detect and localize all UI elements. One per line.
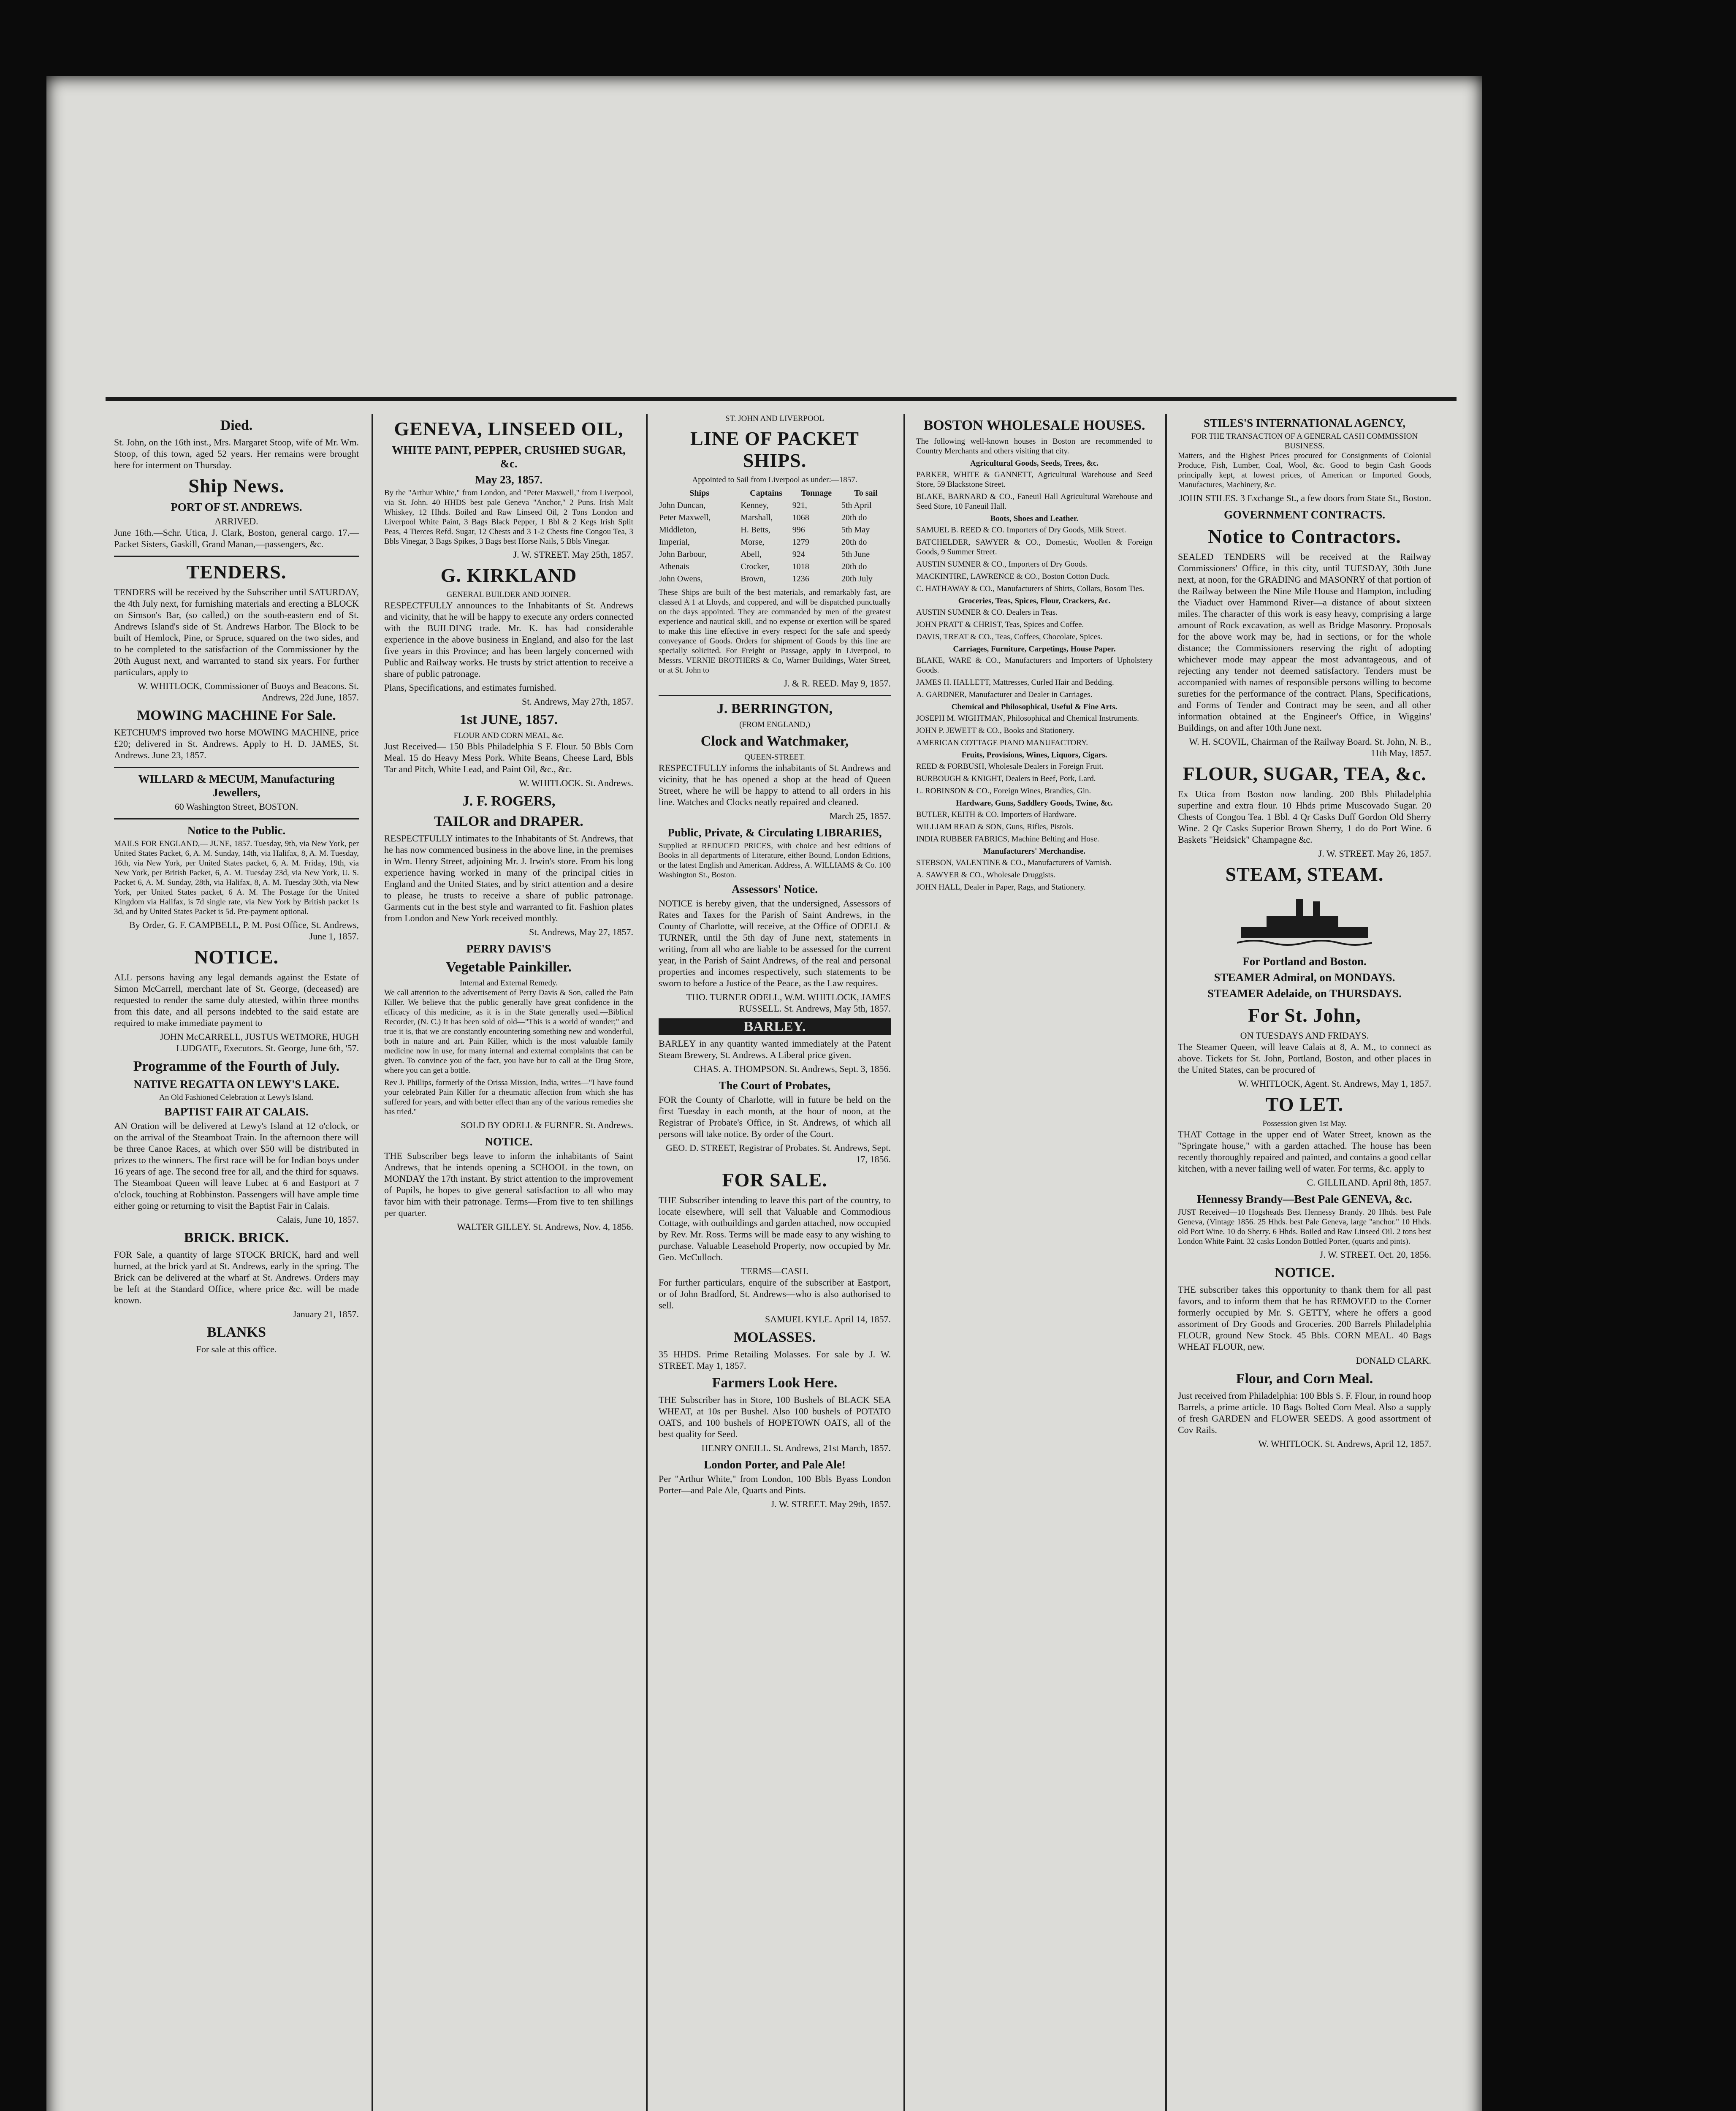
ship-cell: 20th do: [841, 562, 867, 571]
stiles-subheading: FOR THE TRANSACTION OF A GENERAL CASH COMMISSION BUSINESS.: [1191, 432, 1418, 450]
geneva-subheading: WHITE PAINT, PEPPER, CRUSHED SUGAR, &c.: [392, 444, 626, 470]
boston-listing: A. SAWYER & CO., Wholesale Druggists.: [916, 871, 1056, 879]
boston-listing: AMERICAN COTTAGE PIANO MANUFACTORY.: [916, 738, 1088, 747]
mowing-text: KETCHUM'S improved two horse MOWING MACHINE, price £20; delivered in St. Andrews. Apply to H. D. JAMES, St. Andrews. June 23, 1857.: [114, 727, 359, 760]
boston-section-heading: Manufacturers' Merchandise.: [983, 847, 1086, 856]
st-john-text: The Steamer Queen, will leave Calais at 8, A. M., to connect as above. Tickets for St. John, Portland, Boston, and other places in the United States, can be procured of: [1178, 1042, 1431, 1075]
ship-cell: Imperial,: [659, 537, 690, 547]
ship-cell: John Duncan,: [659, 501, 705, 510]
probates-signature: GEO. D. STREET, Registrar of Probates. St. Andrews, Sept. 17, 1856.: [665, 1142, 891, 1164]
boston-directory: [916, 459, 1153, 892]
table-row: [659, 548, 891, 561]
boston-listing: BLAKE, BARNARD & CO., Faneuil Hall Agricultural Warehouse and Seed Store, 10 Faneuil Hall.: [916, 492, 1153, 511]
contractors-heading: Notice to Contractors.: [1208, 526, 1401, 547]
for-sale-heading: FOR SALE.: [722, 1169, 827, 1191]
line-toptitle: ST. JOHN AND LIVERPOOL: [725, 414, 824, 423]
boston-listing: INDIA RUBBER FABRICS, Machine Belting and Hose.: [916, 835, 1099, 844]
divider: [114, 556, 359, 557]
ship-news-heading: Ship News.: [188, 475, 285, 497]
for-sale-text: THE Subscriber intending to leave this part of the country, to locate elsewhere, will sell that Valuable and Commodious Cottage, with outbuildings and garden attached, now occupied by Rev. Mr. Ross. Terms will be made easy to any wishing to purchase. Valuable Leasehold Property, now occupied by Mr. Geo. McCulloch.: [659, 1195, 891, 1262]
ship-cell: Brown,: [741, 574, 766, 583]
ship-cell: 1236: [792, 574, 809, 583]
contractors-signature: W. H. SCOVIL, Chairman of the Railway Board. St. John, N. B., 11th May, 1857.: [1189, 736, 1431, 758]
column-3: [650, 414, 899, 2111]
boston-section-heading: Groceries, Teas, Spices, Flour, Crackers, &c.: [958, 597, 1111, 605]
queen-street: QUEEN-STREET.: [744, 753, 805, 762]
boston-listing: JOSEPH M. WIGHTMAN, Philosophical and Chemical Instruments.: [916, 714, 1139, 723]
stiles-text: Matters, and the Highest Prices procured for Consignments of Colonial Produce, Fish, Lumber, Coal, Wool, &c. Good to begin Cash Goods principally kept, at lowest prices, of American or Imported Goods, Manufactures, Machinery, &c.: [1178, 451, 1431, 489]
boston-section-heading: Chemical and Philosophical, Useful & Fine Arts.: [951, 703, 1118, 711]
ship-cell: 20th do: [841, 537, 867, 547]
boston-section-heading: Boots, Shoes and Leather.: [990, 514, 1079, 523]
brick-signature: January 21, 1857.: [293, 1309, 359, 1319]
ship-cell: 1279: [792, 537, 809, 547]
painkiller-heading: Vegetable Painkiller.: [446, 959, 572, 975]
st-john-subheading: ON TUESDAYS AND FRIDAYS.: [1240, 1030, 1369, 1041]
boston-intro: The following well-known houses in Boston are recommended to Country Merchants and others visiting that city.: [916, 437, 1153, 456]
arrivals-text: June 16th.—Schr. Utica, J. Clark, Boston, general cargo. 17.—Packet Sisters, Gaskill, Grand Manan,—passengers, &c.: [114, 527, 359, 549]
mowing-heading: MOWING MACHINE For Sale.: [137, 708, 336, 723]
ship-cell: 5th May: [841, 525, 870, 535]
table-row: [659, 573, 891, 585]
blanks-text: For sale at this office.: [196, 1344, 277, 1354]
st-john-heading: For St. John,: [1248, 1004, 1361, 1026]
school-notice-heading: NOTICE.: [485, 1135, 533, 1148]
notice-signature: JOHN McCARRELL, JUSTUS WETMORE, HUGH LUDGATE, Executors. St. George, June 6th, '57.: [160, 1031, 359, 1053]
tenders-signature: W. WHITLOCK, Commissioner of Buoys and Beacons. St. Andrews, 22d June, 1857.: [138, 681, 359, 703]
programme-text: AN Oration will be delivered at Lewy's Island at 12 o'clock, or on the arrival of the Steamboat Train. In the afternoon there will be three Canoe Races, at which over $50 will be distributed in prizes to the winners. The first race will be for Indian boys under 16 years of age. The second free for all, and the third for squaws. The Steamboat Queen will leave Lubec at 6 and Eastport at 7 o'clock, touching at Robbinston. Passengers will have ample time either going or returning to visit the Baptist Fair in Calais.: [114, 1121, 359, 1211]
ships-col-header: Ships: [689, 488, 709, 498]
public-notice-signature: By Order, G. F. CAMPBELL, P. M. Post Office, St. Andrews, June 1, 1857.: [129, 920, 359, 942]
column-rule: [903, 414, 905, 2111]
berrington-signature: March 25, 1857.: [829, 811, 891, 821]
ship-cell: 924: [792, 550, 805, 559]
clock-heading: Clock and Watchmaker,: [700, 733, 849, 749]
rogers-text: RESPECTFULLY intimates to the Inhabitants of St. Andrews, that he has now commenced business in the above line, in the premises in Wm. Henry Street, adjoining Mr. J. Irwin's store. From his long experience having worked in many of the principal cities in England and the United States, and by strict attention and a desire to please, he trusts to receive a share of public patronage. Garments cut in the best style and warranted to fit. Fashion plates from London and New York received monthly.: [384, 833, 633, 923]
table-row: [659, 524, 891, 536]
to-let-subheading: Possession given 1st May.: [1262, 1119, 1347, 1128]
june-text: Just Received— 150 Bbls Philadelphia S F. Flour. 50 Bbls Corn Meal. 15 do Heavy Mess Pork. White Beans, Cheese Lard, Bbls Tar and Pitch, White Lead, and Paint Oil, &c., &c.: [384, 741, 633, 774]
rogers-subheading: TAILOR and DRAPER.: [434, 814, 583, 829]
divider: [114, 767, 359, 768]
column-4: [908, 414, 1161, 2111]
clark-notice-text: THE subscriber takes this opportunity to thank them for all past favors, and to inform them that he has REMOVED to the Corner formerly occupied by Mr. S. GETTY, where he offers a good assortment of Dry Goods and Groceries. 200 Barrels Philadelphia FLOUR, ground New Stock. 45 Bbls. CORN MEAL. 40 Bags WHEAT FLOUR, new.: [1178, 1284, 1431, 1352]
steam-heading: STEAM, STEAM.: [1225, 863, 1384, 885]
painkiller-subheading: Internal and External Remedy.: [460, 979, 558, 988]
kirkland-text: RESPECTFULLY announces to the Inhabitants of St. Andrews and vicinity, that he will be happy to execute any orders connected with the BUILDING trade. Mr. K. has had considerable experience in the above business in England, and also for the last five years in this Province; and has been largely concerned with Public and Railway works. He trusts by strict attention to receive a share of public patronage.: [384, 600, 633, 679]
tenders-heading: TENDERS.: [186, 561, 287, 583]
ship-cell: 20th do: [841, 513, 867, 522]
porter-text: Per "Arthur White," from London, 100 Bbls Byass London Porter—and Pale Ale, Quarts and Pints.: [659, 1473, 891, 1495]
flour-sugar-text: Ex Utica from Boston now landing. 200 Bbls Philadelphia superfine and extra flour. 10 Hhds prime Muscovado Sugar. 20 Chests of Congou Tea. 1 Bbl. 4 Qr Casks Duff Gordon Old Sherry Wine. 2 Qr Casks Superior Brown Sherry, 1 do do Port Wine. 6 Baskets "Heidsick" Champagne &c.: [1178, 789, 1431, 845]
column-rule: [646, 414, 648, 2111]
table-row: [659, 536, 891, 548]
painkiller-signature: SOLD BY ODELL & FURNER. St. Andrews.: [461, 1120, 633, 1130]
public-notice-heading: Notice to the Public.: [187, 824, 286, 837]
brick-text: FOR Sale, a quantity of large STOCK BRICK, hard and well burned, at the brick yard at St. Andrews, early in the spring. The Brick can be delivered at the wharf at St. Andrews. Orders may be left at the Standard Office, where price &c. will be made known.: [114, 1249, 359, 1305]
boston-listing: A. GARDNER, Manufacturer and Dealer in Carriages.: [916, 690, 1093, 699]
ship-cell: Peter Maxwell,: [659, 513, 711, 522]
barley-signature: CHAS. A. THOMPSON. St. Andrews, Sept. 3, 1856.: [693, 1064, 891, 1074]
column-5: [1169, 414, 1440, 2111]
boston-listing: MACKINTIRE, LAWRENCE & CO., Boston Cotton Duck.: [916, 572, 1110, 581]
probates-text: FOR the County of Charlotte, will in future be held on the first Tuesday in each month, at the hour of noon, at the Registrar of Probate's Office, in St. Andrews, of which all persons will take notice. By order of the Court.: [659, 1094, 891, 1139]
newspaper-page: [46, 76, 1482, 2111]
for-sale-signature: SAMUEL KYLE. April 14, 1857.: [765, 1314, 891, 1324]
ship-cell: Abell,: [741, 550, 762, 559]
tenders-text: TENDERS will be received by the Subscriber until SATURDAY, the 4th July next, for furnishing materials and erecting a BLOCK on Simson's Bar, (so called,) on the south-eastern end of St. Andrews Island's side of St. Andrews Harbor. The Block to be built of Hemlock, Pine, or Spruce, squared on the two sides, and to be completed to the satisfaction of the Commissioner by the 20th August next, and warranted to stand six years. For further particulars, apply to: [114, 587, 359, 677]
geneva-date: May 23, 1857.: [475, 473, 543, 486]
boston-listing: JOHN P. JEWETT & CO., Books and Stationery.: [916, 726, 1074, 735]
flour-sugar-signature: J. W. STREET. May 26, 1857.: [1318, 848, 1431, 859]
table-row: [659, 561, 891, 573]
barley-heading: BARLEY.: [659, 1018, 891, 1035]
berrington-heading: J. BERRINGTON,: [716, 701, 833, 716]
ship-cell: Middleton,: [659, 525, 697, 535]
ship-cell: 996: [792, 525, 805, 535]
port-heading: PORT OF ST. ANDREWS.: [171, 501, 302, 513]
boston-heading: BOSTON WHOLESALE HOUSES.: [923, 418, 1145, 433]
rogers-heading: J. F. ROGERS,: [462, 793, 556, 809]
hennessy-signature: J. W. STREET. Oct. 20, 1856.: [1319, 1249, 1431, 1260]
kirkland-plans: Plans, Specifications, and estimates furnished.: [384, 682, 556, 693]
ship-cell: 5th June: [841, 550, 870, 559]
boston-section-heading: Agricultural Goods, Seeds, Trees, &c.: [970, 459, 1099, 468]
ship-cell: Morse,: [741, 537, 765, 547]
porter-signature: J. W. STREET. May 29th, 1857.: [770, 1499, 891, 1509]
clark-notice-heading: NOTICE.: [1274, 1265, 1335, 1281]
ships-table: [659, 487, 891, 585]
boston-listing: STEBSON, VALENTINE & CO., Manufacturers of Varnish.: [916, 858, 1112, 867]
libraries-text: Supplied at REDUCED PRICES, with choice and best editions of Books in all departments of Literature, either Bound, London Editions, or the latest English and American. Address, A. WILLIAMS & Co. 100 Washington St., Boston.: [659, 841, 891, 879]
notice-heading: NOTICE.: [194, 946, 279, 968]
ships-col-header: Tonnage: [801, 488, 832, 498]
barley-text: BARLEY in any quantity wanted immediately at the Patent Steam Brewery, St. Andrews. A Liberal price given.: [659, 1038, 891, 1060]
died-text: St. John, on the 16th inst., Mrs. Margaret Stoop, wife of Mr. Wm. Stoop, of this town, aged 52 years. Her remains were brought here for interment on Thursday.: [114, 437, 359, 470]
ship-cell: Marshall,: [741, 513, 773, 522]
ship-cell: H. Betts,: [741, 525, 770, 535]
regatta-heading: NATIVE REGATTA ON LEWY'S LAKE.: [133, 1078, 339, 1091]
boston-listing: L. ROBINSON & CO., Foreign Wines, Brandies, Gin.: [916, 787, 1091, 795]
stiles-heading: STILES'S INTERNATIONAL AGENCY,: [1204, 417, 1405, 429]
for-sale-terms: TERMS—CASH.: [741, 1266, 808, 1276]
ships-col-header: To sail: [854, 488, 878, 498]
assessors-heading: Assessors' Notice.: [732, 883, 818, 895]
boston-listing: BATCHELDER, SAWYER & CO., Domestic, Woollen & Foreign Goods, 9 Summer Street.: [916, 538, 1153, 556]
table-row: [659, 499, 891, 512]
ship-cell: 921,: [792, 501, 807, 510]
boston-listing: JOHN HALL, Dealer in Paper, Rags, and Stationery.: [916, 883, 1086, 892]
boston-listing: BURBOUGH & KNIGHT, Dealers in Beef, Pork, Lard.: [916, 774, 1096, 783]
june-signature: W. WHITLOCK. St. Andrews.: [519, 778, 633, 788]
top-rule: [106, 397, 1457, 401]
clark-notice-signature: DONALD CLARK.: [1356, 1355, 1431, 1366]
boston-section-heading: Carriages, Furniture, Carpetings, House Paper.: [953, 645, 1116, 654]
berrington-text: RESPECTFULLY informs the inhabitants of St. Andrews and vicinity, that he has opened a shop at the head of Queen Street, where he will be happy to attend to all orders in his line. Watches and Clocks neatly repaired and cleaned.: [659, 762, 891, 807]
rogers-signature: St. Andrews, May 27, 1857.: [529, 927, 633, 937]
assessors-text: NOTICE is hereby given, that the undersigned, Assessors of Rates and Taxes for the Parish of Saint Andrews, in the County of Charlotte, will receive, at the Office of ODELL & TURNER, until the 5th day of June next, statements in writing, from all who are liable to be assessed for the current year, in the Parish of Saint Andrews, of the real and personal properties and incomes respectively, such statements to be sworn to before a Justice of the Peace, as the Law requires.: [659, 898, 891, 988]
column-2: [376, 414, 642, 2111]
arrived-label: ARRIVED.: [214, 516, 258, 526]
painkiller-text: We call attention to the advertisement of Perry Davis & Son, called the Pain Killer. We believe that the public generally have great confidence in the efficacy of this medicine, as it is in the State generally used.—Biblical Recorder, (N. C.) It has been sold of old—"This is a world of wonder;" and true it is, that we are constantly encountering something new and wonderful, both in nature and art. Pain Killer, which is the most valuable family medicine now in use, for many internal and external complaints that can be given. To convince you of the fact, you have but to call at the Drug Store, where you can get a bottle.: [384, 988, 633, 1075]
st-john-signature: W. WHITLOCK, Agent. St. Andrews, May 1, 1857.: [1238, 1078, 1431, 1089]
steamer-adelaide: STEAMER Adelaide, on THURSDAYS.: [1207, 987, 1402, 1000]
farmers-text: THE Subscriber has in Store, 100 Bushels of BLACK SEA WHEAT, at 10s per Bushel. Also 100 bushels of POTATO OATS, and 100 bushels of HOPETOWN OATS, all of the best quality for Seed.: [659, 1395, 891, 1439]
boston-section-heading: Hardware, Guns, Saddlery Goods, Twine, &c.: [956, 799, 1113, 808]
june-heading: 1st JUNE, 1857.: [459, 712, 558, 727]
notice-text: ALL persons having any legal demands against the Estate of Simon McCarrell, merchant late of St. George, (deceased) are requested to render the same duly attested, within three months from this date, and all persons indebted to the said estate are required to make immediate payment to: [114, 972, 359, 1028]
government-heading: GOVERNMENT CONTRACTS.: [1223, 508, 1386, 521]
boston-listing: REED & FORBUSH, Wholesale Dealers in Foreign Fruit.: [916, 762, 1104, 771]
boston-listing: JAMES H. HALLETT, Mattresses, Curled Hair and Bedding.: [916, 678, 1114, 687]
probates-heading: The Court of Probates,: [719, 1079, 831, 1092]
to-let-signature: C. GILLILAND. April 8th, 1857.: [1307, 1177, 1431, 1188]
column-rule: [372, 414, 373, 2111]
porter-heading: London Porter, and Pale Ale!: [704, 1458, 846, 1471]
packet-ships-subheading: Appointed to Sail from Liverpool as under:—1857.: [692, 475, 857, 484]
ship-cell: 1018: [792, 562, 809, 571]
boston-listing: BLAKE, WARE & CO., Manufacturers and Importers of Upholstery Goods.: [916, 656, 1153, 675]
painkiller-text-2: Rev J. Phillips, formerly of the Orissa Mission, India, writes—"I have found your celebrated Pain Killer for a rheumatic affection from which she has suffered for years, and with better effect than any of the various remedies she has tried.": [384, 1078, 633, 1116]
hennessy-text: JUST Received—10 Hogsheads Best Hennessy Brandy. 20 Hhds. best Pale Geneva, (Vintage 1856. 25 Hhds. best Pale Geneva, large "anchor." 10 Hhds. old Port Wine. 10 do Sherry. 6 Hhds. Boiled and Raw Linseed Oil. 2 tons best London White Paint. 32 casks London Bottled Porter, (quarts and pints).: [1178, 1208, 1431, 1246]
boston-listing: PARKER, WHITE & GANNETT, Agricultural Warehouse and Seed Store, 59 Blackstone Street.: [916, 470, 1153, 489]
farmers-heading: Farmers Look Here.: [712, 1375, 838, 1391]
programme-heading: Programme of the Fourth of July.: [133, 1058, 340, 1074]
ship-cell: Kenney,: [741, 501, 769, 510]
stiles-signature: JOHN STILES. 3 Exchange St., a few doors from State St., Boston.: [1179, 493, 1431, 503]
geneva-signature: J. W. STREET. May 25th, 1857.: [513, 549, 633, 560]
willard-heading: WILLARD & MECUM, Manufacturing Jewellers,: [138, 773, 335, 799]
packet-ships-text: These Ships are built of the best materials, and remarkably fast, are classed A 1 at Lloyds, and coppered, and will be dispatched punctually on the days appointed. They are commanded by men of the greatest experience and nautical skill, and no expense or exertion will be spared to make this line effective in every respect for the safe and speedy conveyance of Goods. Orders for shipment of Goods by this line are specially solicited. For Freight or Passage, apply in Liverpool, to Messrs. VERNIE BROTHERS & Co, Warner Buildings, Water Street, or at St. John to: [659, 588, 891, 675]
molasses-text: 35 HHDS. Prime Retailing Molasses. For sale by J. W. STREET. May 1, 1857.: [659, 1349, 891, 1371]
june-subheading: FLOUR AND CORN MEAL, &c.: [453, 731, 564, 740]
school-notice-text: THE Subscriber begs leave to inform the inhabitants of Saint Andrews, that he intends opening a SCHOOL in the town, on MONDAY the 17th instant. By strict attention to the improvement of Pupils, he hopes to give general satisfaction to all who may favor him with their patronage. Terms—From five to ten shillings per quarter.: [384, 1150, 633, 1218]
divider: [114, 818, 359, 819]
for-sale-text-2: For further particulars, enquire of the subscriber at Eastport, or of John Bradford, St. Andrews—who is also authorised to sell.: [659, 1277, 891, 1311]
molasses-heading: MOLASSES.: [734, 1330, 816, 1345]
column-rule: [1165, 414, 1167, 2111]
boston-listing: SAMUEL B. REED & CO. Importers of Dry Goods, Milk Street.: [916, 526, 1126, 535]
boston-listing: C. HATHAWAY & CO., Manufacturers of Shirts, Collars, Bosom Ties.: [916, 584, 1145, 593]
perry-heading: PERRY DAVIS'S: [466, 942, 551, 955]
ship-cell: 1068: [792, 513, 809, 522]
willard-address: 60 Washington Street, BOSTON.: [174, 801, 298, 812]
assessors-signature: THO. TURNER ODELL, W.M. WHITLOCK, JAMES RUSSELL. St. Andrews, May 5th, 1857.: [686, 992, 891, 1014]
divider: [659, 695, 891, 696]
boston-listing: WILLIAM READ & SON, Guns, Rifles, Pistols.: [916, 822, 1074, 831]
ship-cell: John Barbour,: [659, 550, 707, 559]
ship-cell: 5th April: [841, 501, 872, 510]
boston-listing: JOHN PRATT & CHRIST, Teas, Spices and Coffee.: [916, 620, 1084, 629]
to-let-heading: TO LET.: [1265, 1093, 1344, 1115]
steamer-admiral: STEAMER Admiral, on MONDAYS.: [1214, 971, 1395, 984]
ship-cell: 20th July: [841, 574, 873, 583]
ships-col-header: Captains: [750, 488, 782, 498]
flour-sugar-heading: FLOUR, SUGAR, TEA, &c.: [1183, 763, 1427, 784]
to-let-text: THAT Cottage in the upper end of Water Street, known as the "Springate house," with a garden attached. The house has been recently thoroughly repaired and painted, and contains a good cellar kitchen, with a never failing well of water. For terms, &c. apply to: [1178, 1129, 1431, 1174]
public-notice-text: MAILS FOR ENGLAND,— JUNE, 1857. Tuesday, 9th, via New York, per United States Packet, 6, A. M. Sunday, 14th, via Halifax, 8, A. M. Tuesday, 16th, via New York, per United States packet, 6, A. M. Friday, 19th, via New York, per British Packet, 6, A. M. Tuesday 23d, via New York, U. S. Packet 6, A. M. Sunday, 28th, via Halifax, 8, A. M. Tuesday 30th, via New York, per United States packet, 6 A. M. The Postage for the United Kingdom via Halifax, is 7d single rate, via New York by British packet 1s 3d, and by United States Packet is 5d. Pre-payment optional.: [114, 839, 359, 916]
boston-section-heading: Fruits, Provisions, Wines, Liquors, Cigars.: [961, 751, 1107, 760]
kirkland-signature: St. Andrews, May 27th, 1857.: [522, 696, 633, 707]
ship-cell: Crocker,: [741, 562, 770, 571]
baptist-fair-heading: BAPTIST FAIR AT CALAIS.: [164, 1105, 309, 1118]
libraries-heading: Public, Private, & Circulating LIBRARIES,: [667, 826, 882, 839]
column-1: [106, 414, 367, 2111]
celebration-subheading: An Old Fashioned Celebration at Lewy's Island.: [159, 1093, 314, 1102]
boston-listing: DAVIS, TREAT & CO., Teas, Coffees, Chocolate, Spices.: [916, 632, 1103, 641]
packet-ships-heading: LINE OF PACKET SHIPS.: [690, 428, 859, 471]
farmers-signature: HENRY ONEILL. St. Andrews, 21st March, 1857.: [701, 1443, 891, 1453]
flour-corn-heading: Flour, and Corn Meal.: [1236, 1371, 1373, 1387]
flour-corn-signature: W. WHITLOCK. St. Andrews, April 12, 1857.: [1258, 1438, 1431, 1449]
programme-signature: Calais, June 10, 1857.: [277, 1214, 359, 1225]
steamboat-icon: [1178, 889, 1431, 952]
boston-listing: BUTLER, KEITH & CO. Importers of Hardware.: [916, 810, 1077, 819]
table-row: [659, 512, 891, 524]
berrington-origin: (FROM ENGLAND,): [739, 720, 810, 729]
steam-subheading: For Portland and Boston.: [1242, 955, 1367, 968]
hennessy-heading: Hennessy Brandy—Best Pale GENEVA, &c.: [1197, 1193, 1412, 1205]
kirkland-subheading: GENERAL BUILDER AND JOINER.: [446, 590, 571, 599]
packet-ships-signature: J. & R. REED. May 9, 1857.: [784, 678, 891, 689]
blanks-heading: BLANKS: [207, 1324, 266, 1340]
ship-cell: John Owens,: [659, 574, 703, 583]
contractors-text: SEALED TENDERS will be received at the Railway Commissioners' Office, in this city, until TUESDAY, 30th June next, at noon, for the GRADING and MASONRY of that portion of the Railway between the Nine Mile House and Hampton, including the Viaduct over Hammond River—a distance of about sixteen miles. The character of this work is easy heavy, comprising a large amount of Rock excavation, as well as Bridge Masonry. Proposals for the above work may be, had in sections, or for the whole distance; the Commissioners reserving the right of adopting whichever mode may appear the most advantageous, and of rejecting any tender not deemed satisfactory. Tenders must be accompanied with names of responsible persons willing to become sureties for the performance of the contract. Plans, Specifications, and Forms of Tender and Contract may be seen, and all other information obtained at the Engineer's Office, in Wiggins' Buildings, on and after 10th June next.: [1178, 551, 1431, 733]
kirkland-heading: G. KIRKLAND: [440, 564, 577, 586]
boston-listing: AUSTIN SUMNER & CO. Dealers in Teas.: [916, 608, 1058, 617]
school-notice-signature: WALTER GILLEY. St. Andrews, Nov. 4, 1856.: [457, 1221, 633, 1232]
flour-corn-text: Just received from Philadelphia: 100 Bbls S. F. Flour, in round hoop Barrels, a prime article. 10 Bags Bolted Corn Meal. Also a supply of fresh GARDEN and FLOWER SEEDS. A good assortment of Cov Rails.: [1178, 1390, 1431, 1435]
died-heading: Died.: [220, 418, 253, 433]
geneva-text: By the "Arthur White," from London, and "Peter Maxwell," from Liverpool, via St. John. 40 HHDS best pale Geneva "Anchor," 2 Puns. Irish Malt Whiskey, 12 Hhds. Boiled and Raw Linseed Oil, 2 Tons London and Liverpool White Paint, 3 Bags Black Pepper, 1 Bbl & 2 Kegs Irish Split Peas, 4 Tierces Refd. Sugar, 12 Chests and 3 1-2 Chests fine Congou Tea, 3 Bbls Vinegar, 3 Bags Spikes, 3 Bags best Horse Nails, 5 Bbls Vinegar.: [384, 488, 633, 546]
boston-listing: AUSTIN SUMNER & CO., Importers of Dry Goods.: [916, 560, 1088, 569]
geneva-heading: GENEVA, LINSEED OIL,: [394, 418, 624, 440]
ship-cell: Athenais: [659, 562, 689, 571]
brick-heading: BRICK. BRICK.: [184, 1230, 289, 1245]
